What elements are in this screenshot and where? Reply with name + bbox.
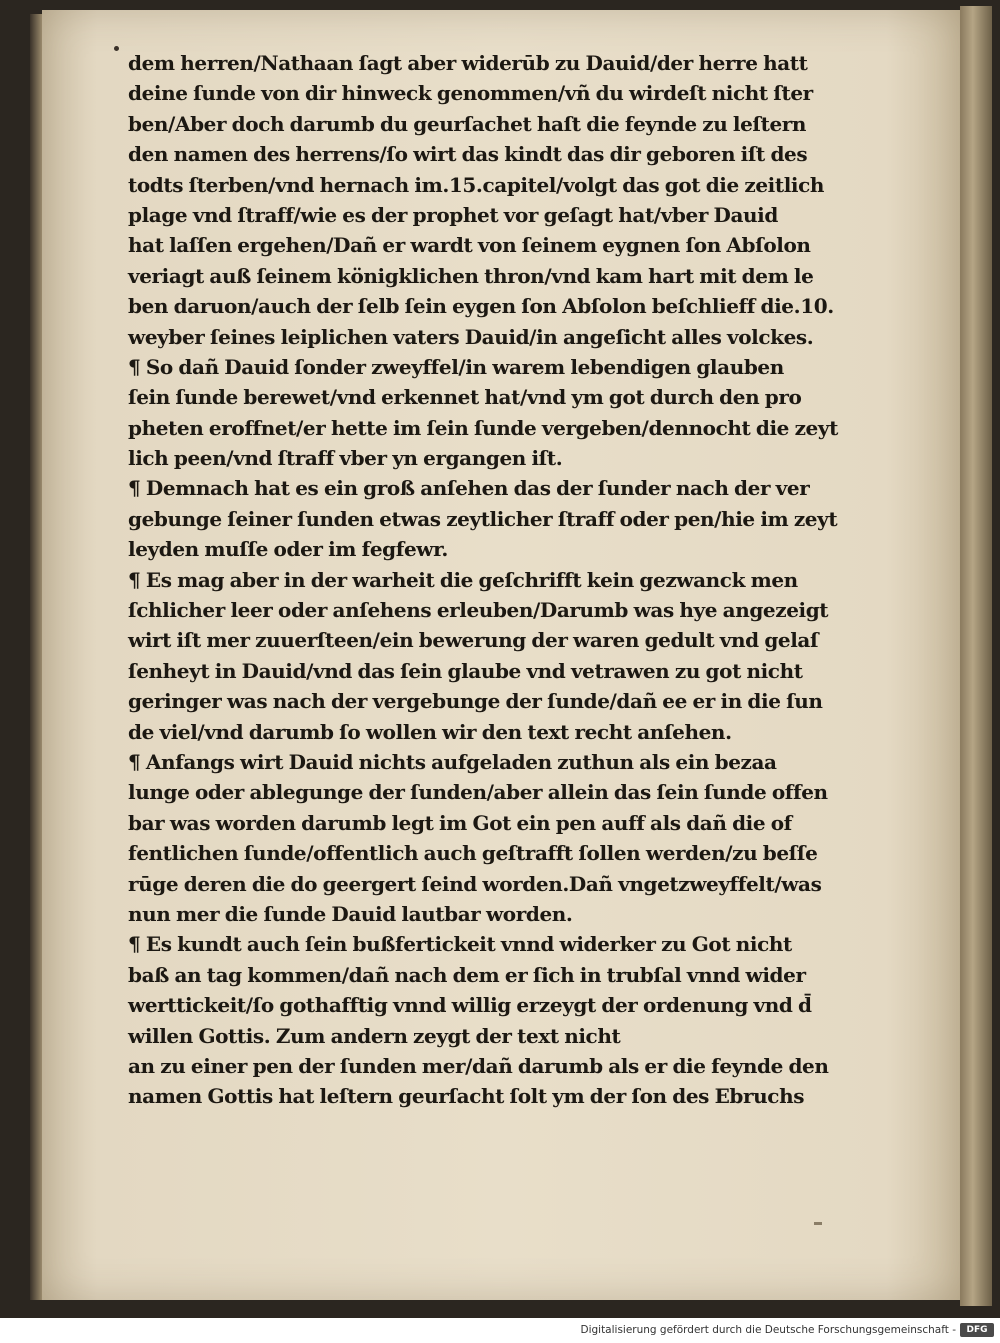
- ink-dash-mark: [814, 1222, 822, 1225]
- text-line: namen Gottis hat leſtern geurſacht ſolt ym der ſon des Ebruchs: [128, 1084, 805, 1109]
- text-line: ¶ Demnach hat es ein groß anſehen das der ſunder nach der ver: [128, 476, 810, 501]
- text-line: an zu einer pen der ſunden mer/dañ darumb als er die feynde den: [128, 1053, 829, 1078]
- text-line: ſein ſunde berewet/vnd erkennet hat/vnd ym got durch den pro: [128, 385, 802, 410]
- text-line: leyden muſſe oder im fegfewr.: [128, 537, 448, 562]
- text-line: ben/Aber doch darumb du geurſachet haſt die feynde zu leſtern: [128, 111, 807, 136]
- text-line: weyber ſeines leiplichen vaters Dauid/in angeſicht alles volckes.: [128, 324, 814, 349]
- book-gutter: [30, 14, 42, 1300]
- text-line: plage vnd ſtraff/wie es der prophet vor geſagt hat/vber Dauid: [128, 202, 778, 227]
- text-line: deine ſunde von dir hinweck genommen/vñ du wirdeſt nicht ſter: [128, 81, 813, 106]
- text-line: ſchlicher leer oder anſehens erleuben/Darumb was hye angezeigt: [128, 598, 829, 623]
- text-line: de viel/vnd darumb ſo wollen wir den text recht anſehen.: [128, 719, 732, 744]
- text-line: ben daruon/auch der ſelb ſein eygen ſon Abſolon beſchlieff die.10.: [128, 294, 834, 319]
- text-line: nun mer die ſunde Dauid lautbar worden.: [128, 901, 573, 926]
- text-line: willen Gottis. Zum andern zeygt der text nicht: [128, 1023, 621, 1048]
- text-line: hat laſſen ergehen/Dañ er wardt von ſeinem eygnen ſon Abſolon: [128, 233, 811, 258]
- ink-dot-mark: [114, 46, 119, 51]
- page-text-block: [128, 48, 938, 1112]
- text-line: gebunge ſeiner ſunden etwas zeytlicher ſtraff oder pen/hie im zeyt: [128, 506, 838, 531]
- text-line: werttickeit/ſo gothafftig vnnd willig erzeygt der ordenung vnd d̄: [128, 993, 812, 1018]
- text-line: lunge oder ablegunge der ſunden/aber allein das ſein ſunde offen: [128, 780, 828, 805]
- text-line: ¶ Anfangs wirt Dauid nichts aufgeladen zuthun als ein bezaa: [128, 749, 777, 774]
- text-line: fentlichen ſunde/offentlich auch geſtrafft ſollen werden/zu beſſe: [128, 841, 818, 866]
- text-line: baß an tag kommen/dañ nach dem er ſich in trubſal vnnd wider: [128, 962, 806, 987]
- text-line: dem herren/Nathaan ſagt aber widerūb zu Dauid/der herre hatt: [128, 51, 808, 75]
- text-line: bar was worden darumb legt im Got ein pen auff als dañ die of: [128, 810, 792, 835]
- text-line: ¶ So dañ Dauid ſonder zweyffel/in warem lebendigen glauben: [128, 354, 784, 379]
- text-line: wirt iſt mer zuuerſteen/ein bewerung der waren gedult vnd gelaſ: [128, 628, 819, 653]
- footer-bar: [0, 1318, 1000, 1343]
- text-line: todts ſterben/vnd hernach im.15.capitel/volgt das got die zeitlich: [128, 172, 825, 197]
- page-fore-edge: [960, 6, 992, 1306]
- text-line: ſenheyt in Dauid/vnd das ſein glaube vnd vetrawen zu got nicht: [128, 658, 803, 683]
- text-line: veriagt auß ſeinem königklichen thron/vnd kam hart mit dem le: [128, 263, 814, 288]
- dfg-logo: DFG: [960, 1323, 994, 1337]
- text-line: den namen des herrens/ſo wirt das kindt das dir geboren iſt des: [128, 142, 808, 167]
- text-line: ¶ Es mag aber in der warheit die geſchrifft kein gezwanck men: [128, 567, 798, 592]
- text-line: pheten eroffnet/er hette im ſein ſunde vergeben/dennocht die zeyt: [128, 415, 838, 440]
- text-line: geringer was nach der vergebunge der ſunde/dañ ee er in die ſun: [128, 689, 823, 714]
- footer-credit-text: Digitalisierung gefördert durch die Deutsche Forschungsgemeinschaft -: [580, 1324, 956, 1336]
- text-line: rūge deren die do geergert ſeind worden.Dañ vngetzweyffelt/was: [128, 871, 822, 896]
- text-line: ¶ Es kundt auch ſein bußfertickeit vnnd widerker zu Got nicht: [128, 932, 792, 957]
- text-line: lich peen/vnd ſtraff vber yn ergangen iſt.: [128, 446, 563, 471]
